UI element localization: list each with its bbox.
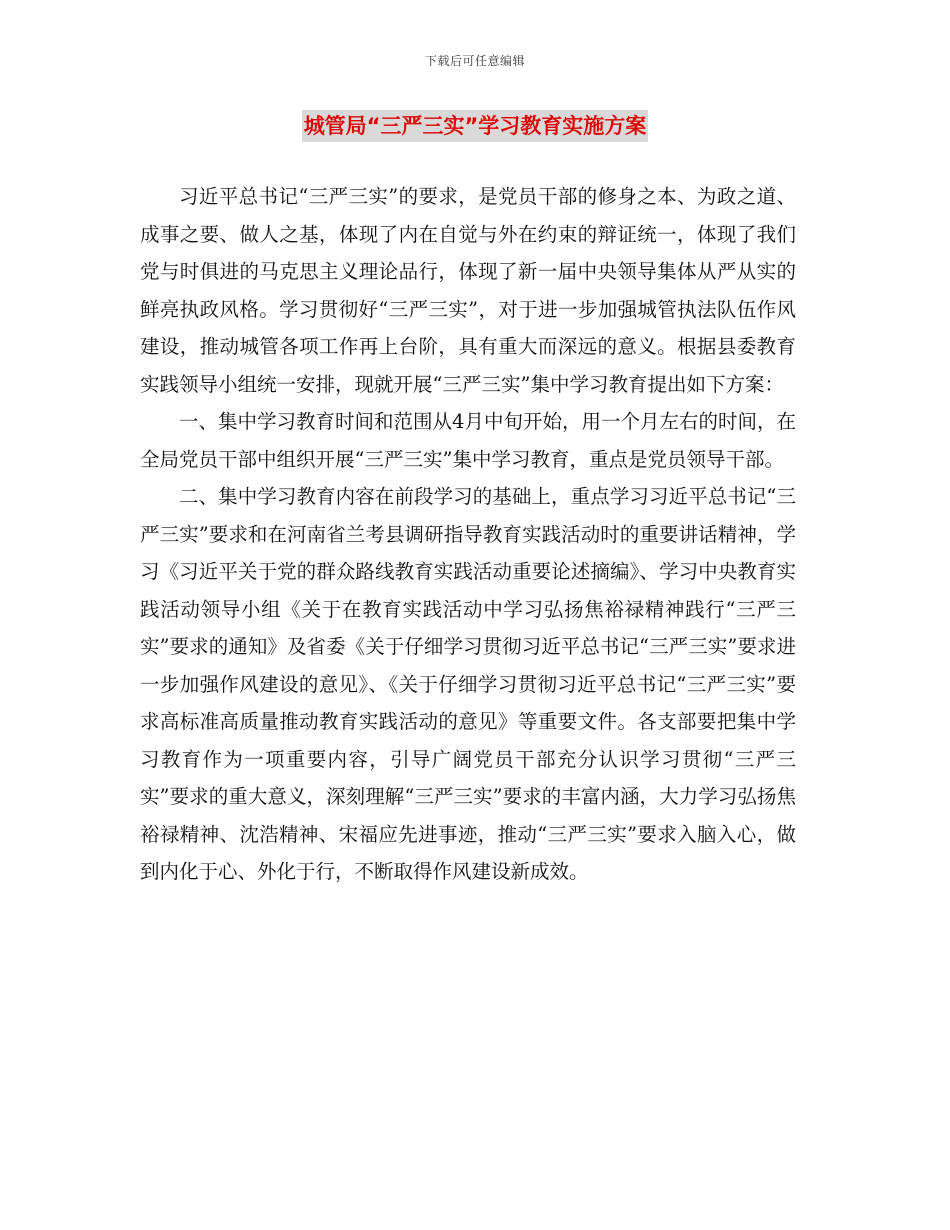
paragraph-section-1: 一、集中学习教育时间和范围从4月中旬开始，用一个月左右的时间，在全局党员干部中组织开展“三严三实”集中学习教育，重点是党员领导干部。 [140,410,796,471]
header-note: 下载后可任意编辑 [424,54,525,68]
paragraph-section-2: 二、集中学习教育内容在前段学习的基础上，重点学习习近平总书记“三严三实”要求和在河南省兰考县调研指导教育实践活动时的重要讲话精神，学习《习近平关于党的群众路线教育实践活动重要论述摘编》、学习中央教育实践活动领导小组《关于在教育实践活动中学习弘扬焦裕禄精神践行“三严三实”要求的通知》及省委《关于仔细学习贯彻习近平总书记“三严三实”要求进一步加强作风建设的意见》、《关于仔细学习贯彻习近平总书记“三严三实”要求高标准高质量推动教育实践活动的意见》等重要文件。各支部要把集中学习教育作为一项重要内容，引导广阔党员干部充分认识学习贯彻“三严三实”要求的重大意义，深刻理解“三严三实”要求的丰富内涵，大力学习弘扬焦裕禄精神、沈浩精神、宋福应先进事迹，推动“三严三实”要求入脑入心，做到内化于心、外化于行，不断取得作风建设新成效。 [140,485,796,883]
paragraph-intro: 习近平总书记“三严三实”的要求，是党员干部的修身之本、为政之道、成事之要、做人之基，体现了内在自觉与外在约束的辩证统一，体现了我们党与时俱进的马克思主义理论品行，体现了新一届中央领导集体从严从实的鲜亮执政风格。学习贯彻好“三严三实”，对于进一步加强城管执法队伍作风建设，推动城管各项工作再上台阶，具有重大而深远的意义。根据县委教育实践领导小组统一安排，现就开展“三严三实”集中学习教育提出如下方案： [140,185,796,396]
document-title: 城管局“三严三实”学习教育实施方案 [302,110,649,142]
title-container [0,110,950,142]
document-body [140,178,796,891]
